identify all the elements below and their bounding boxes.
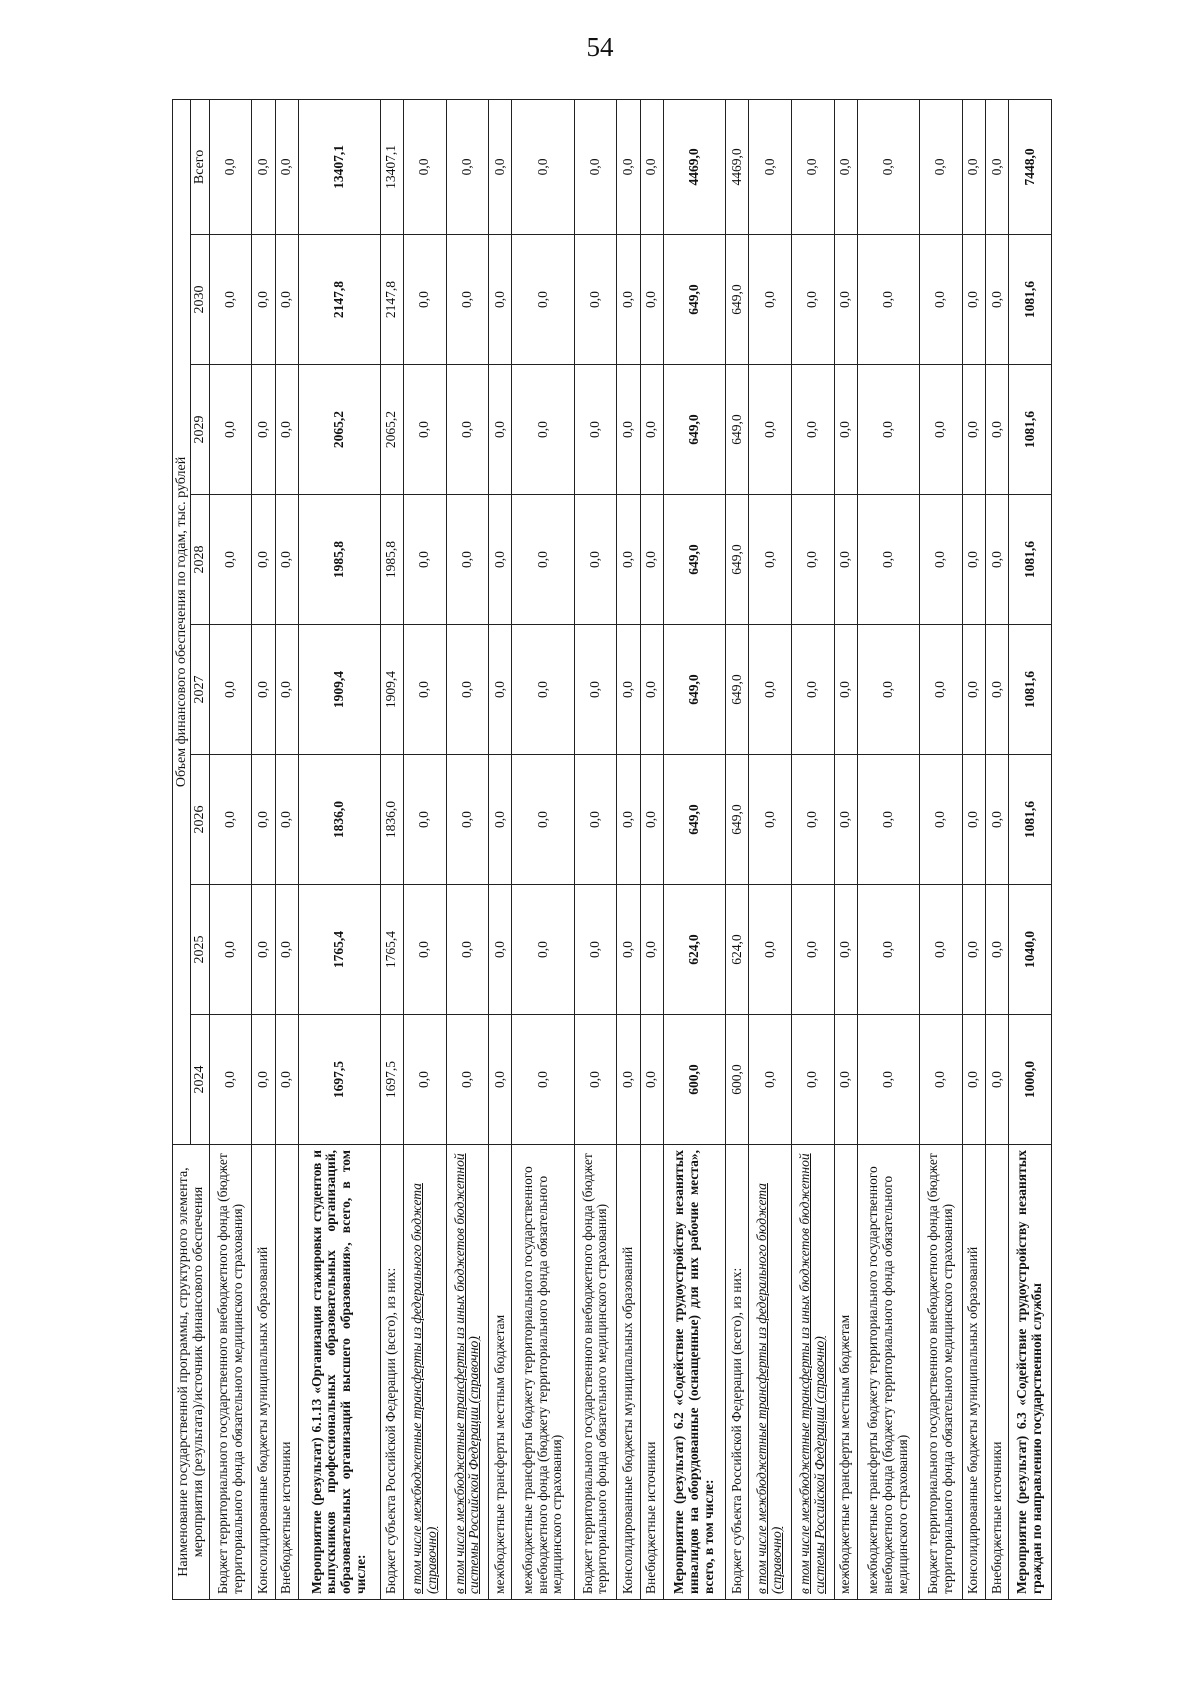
value-cell: 0,0	[275, 755, 298, 885]
financing-table	[172, 99, 1052, 1600]
value-cell: 0,0	[985, 235, 1008, 365]
header-row-group	[173, 99, 191, 1599]
table-row	[725, 99, 748, 1599]
total-cell: 0,0	[962, 99, 985, 234]
row-label: Бюджет субъекта Российской Федерации (всего), из них:	[380, 1145, 403, 1600]
value-cell: 649,0	[663, 235, 725, 365]
value-cell: 0,0	[252, 365, 275, 495]
value-cell: 649,0	[725, 495, 748, 625]
value-cell: 0,0	[446, 495, 489, 625]
value-cell: 0,0	[617, 365, 640, 495]
row-label: Консолидированные бюджеты муниципальных образований	[252, 1145, 275, 1600]
total-cell: 0,0	[275, 99, 298, 234]
value-cell: 0,0	[512, 625, 574, 755]
rotated-table-container	[172, 100, 1052, 1600]
value-cell: 2065,2	[380, 365, 403, 495]
value-cell: 2065,2	[299, 365, 380, 495]
total-cell: 0,0	[617, 99, 640, 234]
value-cell: 0,0	[617, 625, 640, 755]
value-cell: 0,0	[962, 755, 985, 885]
value-cell: 0,0	[512, 365, 574, 495]
total-header: Всего	[191, 99, 209, 234]
value-cell: 0,0	[640, 755, 663, 885]
year-header: 2028	[191, 495, 209, 625]
table-row	[574, 99, 617, 1599]
total-cell: 0,0	[512, 99, 574, 234]
page-number: 54	[586, 32, 614, 62]
value-cell: 0,0	[489, 885, 512, 1015]
total-cell: 0,0	[403, 99, 446, 234]
table-row	[489, 99, 512, 1599]
value-cell: 1000,0	[1009, 1015, 1052, 1145]
value-cell: 0,0	[403, 235, 446, 365]
value-cell: 0,0	[749, 885, 792, 1015]
value-cell: 649,0	[725, 625, 748, 755]
value-cell: 1765,4	[299, 885, 380, 1015]
value-cell: 0,0	[962, 885, 985, 1015]
value-cell: 0,0	[403, 365, 446, 495]
year-header: 2027	[191, 625, 209, 755]
value-cell: 0,0	[617, 1015, 640, 1145]
value-cell: 0,0	[640, 625, 663, 755]
row-label: Бюджет территориального государственного внебюджетного фонда (бюджет территориального фонда обязательного медицинского страхования)	[919, 1145, 962, 1600]
value-cell: 0,0	[209, 885, 252, 1015]
value-cell: 1081,6	[1009, 625, 1052, 755]
value-cell: 0,0	[252, 1015, 275, 1145]
value-cell: 649,0	[663, 365, 725, 495]
row-label: Консолидированные бюджеты муниципальных образований	[962, 1145, 985, 1600]
value-cell: 0,0	[857, 365, 919, 495]
row-label: Бюджет территориального государственного внебюджетного фонда (бюджет территориального фонда обязательного медицинского страхования)	[209, 1145, 252, 1600]
value-cell: 1081,6	[1009, 495, 1052, 625]
value-cell: 0,0	[275, 365, 298, 495]
value-cell: 0,0	[919, 1015, 962, 1145]
value-cell: 0,0	[252, 495, 275, 625]
value-cell: 0,0	[857, 235, 919, 365]
total-cell: 0,0	[985, 99, 1008, 234]
value-cell: 0,0	[275, 235, 298, 365]
table-row	[791, 99, 834, 1599]
value-cell: 649,0	[725, 235, 748, 365]
value-cell: 0,0	[252, 885, 275, 1015]
value-cell: 0,0	[749, 495, 792, 625]
value-cell: 0,0	[857, 495, 919, 625]
value-cell: 0,0	[749, 625, 792, 755]
value-cell: 0,0	[209, 625, 252, 755]
value-cell: 0,0	[446, 625, 489, 755]
value-cell: 0,0	[446, 885, 489, 1015]
row-label: межбюджетные трансферты бюджету территориального государственного внебюджетного фонда (бюджету территориального фонда обязательного медицинского страхования)	[512, 1145, 574, 1600]
value-cell: 0,0	[919, 885, 962, 1015]
value-cell: 0,0	[489, 755, 512, 885]
row-label: Внебюджетные источники	[640, 1145, 663, 1600]
value-cell: 1909,4	[380, 625, 403, 755]
total-cell: 4469,0	[725, 99, 748, 234]
row-label: межбюджетные трансферты бюджету территориального государственного внебюджетного фонда (бюджету территориального фонда обязательного медицинского страхования)	[857, 1145, 919, 1600]
value-cell: 0,0	[275, 1015, 298, 1145]
value-cell: 0,0	[574, 625, 617, 755]
value-cell: 0,0	[489, 235, 512, 365]
value-cell: 0,0	[209, 755, 252, 885]
value-cell: 0,0	[209, 1015, 252, 1145]
value-cell: 0,0	[919, 365, 962, 495]
year-header: 2029	[191, 365, 209, 495]
value-cell: 0,0	[446, 365, 489, 495]
value-cell: 0,0	[857, 885, 919, 1015]
value-cell: 0,0	[489, 625, 512, 755]
total-cell: 0,0	[857, 99, 919, 234]
value-cell: 0,0	[574, 1015, 617, 1145]
value-cell: 0,0	[489, 365, 512, 495]
value-cell: 0,0	[574, 885, 617, 1015]
value-cell: 0,0	[919, 235, 962, 365]
value-cell: 0,0	[791, 365, 834, 495]
value-cell: 649,0	[725, 755, 748, 885]
total-cell: 0,0	[749, 99, 792, 234]
row-label: в том числе межбюджетные трансферты из федерального бюджета (справочно)	[749, 1145, 792, 1600]
value-cell: 1697,5	[299, 1015, 380, 1145]
value-cell: 0,0	[962, 495, 985, 625]
value-cell: 0,0	[617, 885, 640, 1015]
value-cell: 649,0	[663, 495, 725, 625]
value-cell: 0,0	[512, 235, 574, 365]
value-cell: 0,0	[403, 625, 446, 755]
table-row	[299, 99, 380, 1599]
value-cell: 0,0	[834, 885, 857, 1015]
total-cell: 0,0	[446, 99, 489, 234]
row-label: Внебюджетные источники	[275, 1145, 298, 1600]
row-label: в том числе межбюджетные трансферты из иных бюджетов бюджетной системы Российской Федерации (справочно)	[791, 1145, 834, 1600]
table-row	[403, 99, 446, 1599]
value-cell: 0,0	[985, 885, 1008, 1015]
value-cell: 0,0	[640, 495, 663, 625]
value-cell: 1836,0	[299, 755, 380, 885]
year-header: 2024	[191, 1015, 209, 1145]
value-cell: 0,0	[834, 755, 857, 885]
value-cell: 0,0	[962, 625, 985, 755]
value-cell: 0,0	[252, 625, 275, 755]
total-cell: 4469,0	[663, 99, 725, 234]
total-cell: 0,0	[489, 99, 512, 234]
value-cell: 0,0	[275, 625, 298, 755]
value-cell: 0,0	[834, 1015, 857, 1145]
table-body	[209, 99, 1051, 1599]
table-row	[663, 99, 725, 1599]
row-label: Мероприятие (результат) 6.1.13 «Организация стажировки студентов и выпускников профессиональных образовательных организаций, образовательных организаций высшего образования», всего, в том числе:	[299, 1145, 380, 1600]
value-cell: 0,0	[985, 495, 1008, 625]
value-cell: 0,0	[640, 1015, 663, 1145]
year-header: 2026	[191, 755, 209, 885]
value-cell: 0,0	[834, 625, 857, 755]
table-row	[380, 99, 403, 1599]
value-cell: 0,0	[446, 755, 489, 885]
value-cell: 0,0	[617, 495, 640, 625]
value-cell: 0,0	[252, 755, 275, 885]
value-cell: 1836,0	[380, 755, 403, 885]
value-cell: 0,0	[403, 1015, 446, 1145]
total-cell: 13407,1	[380, 99, 403, 234]
value-cell: 0,0	[834, 495, 857, 625]
value-cell: 649,0	[663, 755, 725, 885]
value-cell: 0,0	[403, 495, 446, 625]
value-cell: 600,0	[663, 1015, 725, 1145]
value-cell: 1985,8	[299, 495, 380, 625]
value-cell: 0,0	[512, 1015, 574, 1145]
table-row	[617, 99, 640, 1599]
table-row	[834, 99, 857, 1599]
value-cell: 0,0	[640, 365, 663, 495]
value-cell: 624,0	[725, 885, 748, 1015]
value-cell: 0,0	[209, 235, 252, 365]
value-cell: 0,0	[617, 235, 640, 365]
year-header: 2025	[191, 885, 209, 1015]
value-cell: 0,0	[791, 885, 834, 1015]
value-cell: 1765,4	[380, 885, 403, 1015]
value-cell: 1985,8	[380, 495, 403, 625]
table-row	[1009, 99, 1052, 1599]
value-cell: 0,0	[749, 755, 792, 885]
value-cell: 0,0	[574, 495, 617, 625]
table-row	[919, 99, 962, 1599]
value-cell: 0,0	[749, 1015, 792, 1145]
value-cell: 0,0	[985, 755, 1008, 885]
value-cell: 624,0	[663, 885, 725, 1015]
value-cell: 1909,4	[299, 625, 380, 755]
value-cell: 0,0	[857, 625, 919, 755]
value-cell: 0,0	[209, 365, 252, 495]
total-cell: 0,0	[919, 99, 962, 234]
value-cell: 0,0	[919, 755, 962, 885]
value-cell: 0,0	[962, 235, 985, 365]
table-row	[446, 99, 489, 1599]
row-label: межбюджетные трансферты местным бюджетам	[834, 1145, 857, 1600]
value-cell: 0,0	[275, 495, 298, 625]
value-cell: 0,0	[791, 1015, 834, 1145]
row-label: Бюджет субъекта Российской Федерации (всего), из них:	[725, 1145, 748, 1600]
row-label: Бюджет территориального государственного внебюджетного фонда (бюджет территориального фонда обязательного медицинского страхования)	[574, 1145, 617, 1600]
value-cell: 0,0	[403, 885, 446, 1015]
row-label: межбюджетные трансферты местным бюджетам	[489, 1145, 512, 1600]
value-cell: 1081,6	[1009, 365, 1052, 495]
value-cell: 0,0	[512, 755, 574, 885]
value-cell: 600,0	[725, 1015, 748, 1145]
table-row	[275, 99, 298, 1599]
value-cell: 0,0	[791, 495, 834, 625]
header-group-cell: Объем финансового обеспечения по годам, тыс. рублей	[173, 99, 191, 1144]
value-cell: 0,0	[574, 235, 617, 365]
value-cell: 0,0	[209, 495, 252, 625]
value-cell: 0,0	[574, 365, 617, 495]
row-label: Консолидированные бюджеты муниципальных образований	[617, 1145, 640, 1600]
total-cell: 0,0	[834, 99, 857, 234]
value-cell: 0,0	[962, 365, 985, 495]
value-cell: 0,0	[574, 755, 617, 885]
total-cell: 0,0	[640, 99, 663, 234]
value-cell: 0,0	[749, 365, 792, 495]
total-cell: 0,0	[252, 99, 275, 234]
value-cell: 1081,6	[1009, 235, 1052, 365]
value-cell: 0,0	[857, 755, 919, 885]
value-cell: 0,0	[446, 1015, 489, 1145]
row-label: Мероприятие (результат) 6.3 «Содействие трудоустройству незанятых граждан по направлению государственной службы	[1009, 1145, 1052, 1600]
total-cell: 13407,1	[299, 99, 380, 234]
table-row	[962, 99, 985, 1599]
table-row	[640, 99, 663, 1599]
value-cell: 2147,8	[380, 235, 403, 365]
header-name-cell: Наименование государственной программы, структурного элемента, мероприятия (результата)/источник финансового обеспечения	[173, 1145, 210, 1600]
table-row	[749, 99, 792, 1599]
table-row	[985, 99, 1008, 1599]
value-cell: 0,0	[791, 755, 834, 885]
row-label: Мероприятие (результат) 6.2 «Содействие трудоустройству незанятых инвалидов на оборудованные (оснащенные) для них рабочие места», всего, в том числе:	[663, 1145, 725, 1600]
value-cell: 0,0	[403, 755, 446, 885]
value-cell: 0,0	[857, 1015, 919, 1145]
total-cell: 7448,0	[1009, 99, 1052, 234]
total-cell: 0,0	[574, 99, 617, 234]
year-header: 2030	[191, 235, 209, 365]
value-cell: 0,0	[640, 885, 663, 1015]
value-cell: 0,0	[640, 235, 663, 365]
row-label: в том числе межбюджетные трансферты из федерального бюджета (справочно)	[403, 1145, 446, 1600]
value-cell: 0,0	[275, 885, 298, 1015]
value-cell: 0,0	[617, 755, 640, 885]
value-cell: 0,0	[985, 365, 1008, 495]
value-cell: 2147,8	[299, 235, 380, 365]
value-cell: 0,0	[749, 235, 792, 365]
total-cell: 0,0	[209, 99, 252, 234]
value-cell: 1040,0	[1009, 885, 1052, 1015]
table-row	[252, 99, 275, 1599]
row-label: в том числе межбюджетные трансферты из иных бюджетов бюджетной системы Российской Федерации (справочно)	[446, 1145, 489, 1600]
value-cell: 0,0	[446, 235, 489, 365]
value-cell: 649,0	[663, 625, 725, 755]
value-cell: 0,0	[791, 625, 834, 755]
value-cell: 0,0	[489, 495, 512, 625]
table-row	[209, 99, 252, 1599]
value-cell: 1081,6	[1009, 755, 1052, 885]
value-cell: 0,0	[962, 1015, 985, 1145]
value-cell: 0,0	[985, 1015, 1008, 1145]
value-cell: 0,0	[791, 235, 834, 365]
value-cell: 0,0	[919, 625, 962, 755]
row-label: Внебюджетные источники	[985, 1145, 1008, 1600]
table-row	[857, 99, 919, 1599]
value-cell: 0,0	[834, 235, 857, 365]
value-cell: 0,0	[489, 1015, 512, 1145]
value-cell: 0,0	[985, 625, 1008, 755]
table-row	[512, 99, 574, 1599]
value-cell: 0,0	[834, 365, 857, 495]
value-cell: 0,0	[512, 495, 574, 625]
value-cell: 1697,5	[380, 1015, 403, 1145]
value-cell: 0,0	[252, 235, 275, 365]
total-cell: 0,0	[791, 99, 834, 234]
value-cell: 649,0	[725, 365, 748, 495]
value-cell: 0,0	[919, 495, 962, 625]
value-cell: 0,0	[512, 885, 574, 1015]
